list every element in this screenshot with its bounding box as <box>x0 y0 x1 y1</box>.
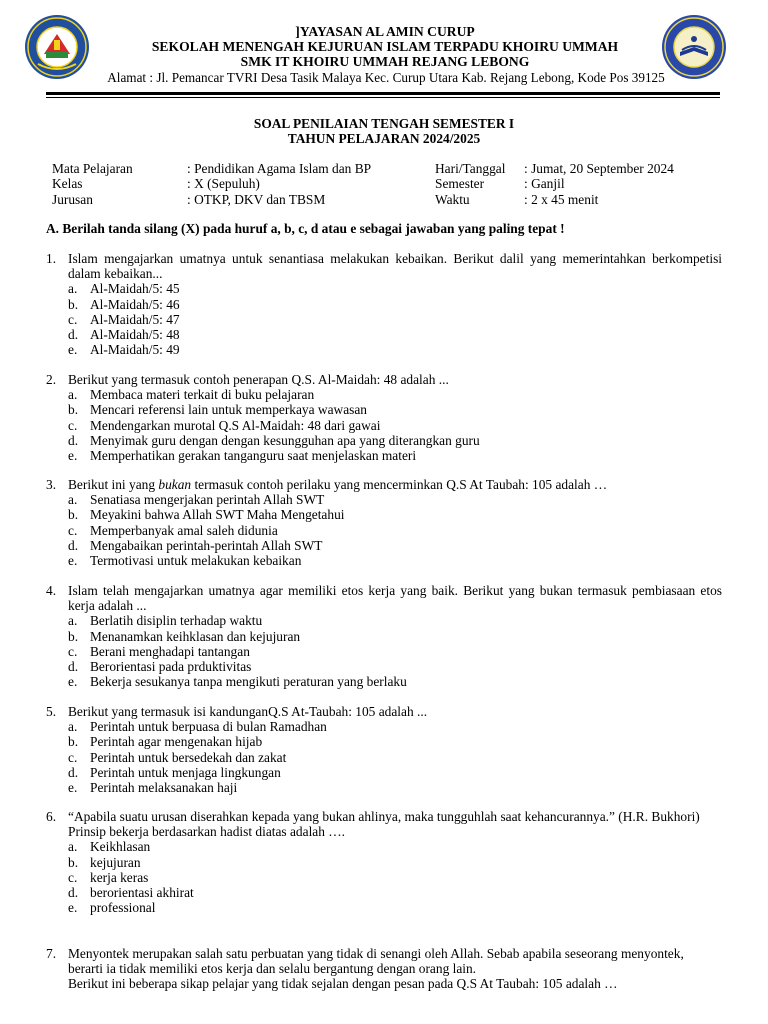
option-text: Keikhlasan <box>90 839 151 855</box>
option-letter: a. <box>68 839 78 855</box>
question-number: 6. <box>46 809 57 824</box>
answer-option[interactable] <box>46 553 722 568</box>
option-text: Menyimak guru dengan dengan kesungguhan apa yang diterangkan guru <box>90 432 480 448</box>
option-text: Bekerja sesukanya tanpa mengikuti peraturan yang berlaku <box>90 674 407 690</box>
answer-option[interactable] <box>46 629 722 644</box>
option-letter: c. <box>68 522 78 538</box>
question-number: 2. <box>46 372 57 387</box>
answer-option[interactable] <box>46 387 722 402</box>
question-text: Menyontek merupakan salah satu perbuatan yang tidak di senangi oleh Allah. Sebab apabila seseorang menyontek, berarti ia tidak memiliki etos kerja dan selalu bergantung dengan orang lain. <box>68 946 684 977</box>
answer-option[interactable] <box>46 433 722 448</box>
option-letter: c. <box>68 869 78 885</box>
option-letter: b. <box>68 628 79 644</box>
question-text: Berikut yang termasuk contoh penerapan Q.S. Al-Maidah: 48 adalah ... <box>68 372 449 387</box>
option-text: Mendengarkan murotal Q.S Al-Maidah: 48 dari gawai <box>90 417 381 433</box>
option-text: Menanamkan keihklasan dan kejujuran <box>90 628 301 644</box>
emphasis-bukan: bukan <box>158 477 192 492</box>
option-text: Meyakini bahwa Allah SWT Maha Mengetahui <box>90 507 345 523</box>
info-value: : Ganjil <box>524 176 565 192</box>
option-text: Mengabaikan perintah-perintah Allah SWT <box>90 537 323 553</box>
option-letter: e. <box>68 342 78 358</box>
option-letter: a. <box>68 281 78 297</box>
option-letter: e. <box>68 552 78 568</box>
question-1 <box>46 251 722 357</box>
option-letter: c. <box>68 311 78 327</box>
question-text-continued: Berikut ini beberapa sikap pelajar yang tidak sejalan dengan pesan pada Q.S At Taubah: 105 adalah … <box>68 976 618 992</box>
answer-option[interactable] <box>46 839 722 854</box>
answer-option[interactable] <box>46 659 722 674</box>
answer-option[interactable] <box>46 674 722 689</box>
option-text: Berlatih disiplin terhadap waktu <box>90 613 263 629</box>
option-letter: b. <box>68 296 79 312</box>
option-letter: d. <box>68 432 79 448</box>
question-text: Prinsip bekerja berdasarkan hadist diatas adalah …. <box>68 824 346 840</box>
option-letter: e. <box>68 779 78 795</box>
question-7 <box>46 946 722 992</box>
option-letter: a. <box>68 719 78 735</box>
option-text: Termotivasi untuk melakukan kebaikan <box>90 552 302 568</box>
foundation-name: ]YAYASAN AL AMIN CURUP <box>295 24 475 39</box>
answer-option[interactable] <box>46 523 722 538</box>
question-number: 5. <box>46 704 57 719</box>
question-4 <box>46 583 722 689</box>
question-5 <box>46 704 722 795</box>
option-text: Berorientasi pada prduktivitas <box>90 658 252 674</box>
answer-option[interactable] <box>46 734 722 749</box>
question-2 <box>46 372 722 463</box>
option-text: Al-Maidah/5: 49 <box>90 342 180 358</box>
answer-option[interactable] <box>46 765 722 780</box>
exam-year: TAHUN PELAJARAN 2024/2025 <box>287 131 481 146</box>
option-letter: d. <box>68 764 79 780</box>
option-text: Perintah untuk menjaga lingkungan <box>90 764 281 780</box>
option-text: kejujuran <box>90 854 141 870</box>
option-letter: a. <box>68 492 78 508</box>
question-text: Islam mengajarkan umatnya untuk senantiasa melakukan kebaikan. Berikut dalil yang memerintahkan berkompetisi dalam kebaikan... <box>68 251 722 282</box>
answer-option[interactable] <box>46 885 722 900</box>
option-text: Perintah untuk bersedekah dan zakat <box>90 749 287 765</box>
answer-option[interactable] <box>46 644 722 659</box>
answer-option[interactable] <box>46 448 722 463</box>
answer-option[interactable] <box>46 855 722 870</box>
answer-option[interactable] <box>46 281 722 296</box>
school-address: Alamat : Jl. Pemancar TVRI Desa Tasik Malaya Kec. Curup Utara Kab. Rejang Lebong, Kode Pos 39125 <box>107 70 665 85</box>
info-value: : Pendidikan Agama Islam dan BP <box>187 161 372 176</box>
question-text: Islam telah mengajarkan umatnya agar memiliki etos kerja yang baik. Berikut yang bukan termasuk pembiasaan etos kerja adalah ... <box>68 583 722 614</box>
question-number: 1. <box>46 251 57 266</box>
answer-option[interactable] <box>46 297 722 312</box>
option-text: Al-Maidah/5: 45 <box>90 281 180 297</box>
answer-option[interactable] <box>46 719 722 734</box>
answer-option[interactable] <box>46 507 722 522</box>
info-value: : OTKP, DKV dan TBSM <box>187 191 326 207</box>
info-value: : 2 x 45 menit <box>524 191 599 207</box>
info-value: : Jumat, 20 September 2024 <box>524 161 674 176</box>
info-label: Semester <box>435 176 485 192</box>
answer-option[interactable] <box>46 613 722 628</box>
answer-option[interactable] <box>46 538 722 553</box>
option-letter: e. <box>68 674 78 690</box>
answer-option[interactable] <box>46 750 722 765</box>
question-quote: “Apabila suatu urusan diserahkan kepada yang bukan ahlinya, maka tungguhlah saat kehancurannya.” (H.R. Bukhori) <box>68 809 700 824</box>
answer-option[interactable] <box>46 418 722 433</box>
header-divider-thin <box>46 97 720 98</box>
option-letter: a. <box>68 613 78 629</box>
option-letter: c. <box>68 417 78 433</box>
section-a-instruction: A. Berilah tanda silang (X) pada huruf a, b, c, d atau e sebagai jawaban yang paling tepat ! <box>46 221 565 236</box>
answer-option[interactable] <box>46 900 722 915</box>
question-text: Berikut ini yang bukan termasuk contoh perilaku yang mencerminkan Q.S At Taubah: 105 adalah … <box>68 477 608 492</box>
answer-option[interactable] <box>46 492 722 507</box>
answer-option[interactable] <box>46 402 722 417</box>
info-label: Mata Pelajaran <box>52 161 133 176</box>
option-letter: e. <box>68 900 78 916</box>
option-text: professional <box>90 900 156 916</box>
option-letter: b. <box>68 854 79 870</box>
option-text: Memperhatikan gerakan tanganguru saat menjelaskan materi <box>90 447 417 463</box>
question-number: 4. <box>46 583 57 598</box>
option-text: berorientasi akhirat <box>90 884 194 900</box>
exam-title: SOAL PENILAIAN TENGAH SEMESTER I <box>253 116 515 131</box>
option-letter: e. <box>68 447 78 463</box>
option-text: Perintah untuk berpuasa di bulan Ramadhan <box>90 719 327 735</box>
question-3 <box>46 477 722 568</box>
answer-option[interactable] <box>46 780 722 795</box>
question-6 <box>46 809 722 915</box>
option-text: kerja keras <box>90 869 149 885</box>
option-letter: d. <box>68 326 79 342</box>
option-text: Berani menghadapi tantangan <box>90 643 250 659</box>
option-letter: b. <box>68 507 79 523</box>
info-label: Hari/Tanggal <box>435 161 506 176</box>
option-letter: a. <box>68 387 78 403</box>
info-label: Waktu <box>435 191 470 207</box>
question-number: 7. <box>46 946 57 961</box>
option-text: Perintah agar mengenakan hijab <box>90 734 263 750</box>
option-text: Al-Maidah/5: 48 <box>90 326 180 342</box>
option-letter: b. <box>68 402 79 418</box>
option-letter: c. <box>68 643 78 659</box>
info-label: Kelas <box>52 176 83 192</box>
question-number: 3. <box>46 477 57 492</box>
school-name: SEKOLAH MENENGAH KEJURUAN ISLAM TERPADU KHOIRU UMMAH <box>151 39 619 54</box>
header-divider-thick <box>46 92 720 95</box>
option-letter: d. <box>68 537 79 553</box>
answer-option[interactable] <box>46 342 722 357</box>
info-label: Jurusan <box>52 191 93 207</box>
answer-option[interactable] <box>46 870 722 885</box>
answer-option[interactable] <box>46 312 722 327</box>
smk-name: SMK IT KHOIRU UMMAH REJANG LEBONG <box>240 54 530 69</box>
option-text: Memperbanyak amal saleh didunia <box>90 522 278 538</box>
option-text: Senatiasa mengerjakan perintah Allah SWT <box>90 492 325 508</box>
option-letter: c. <box>68 749 78 765</box>
option-letter: b. <box>68 734 79 750</box>
option-letter: d. <box>68 884 79 900</box>
option-letter: d. <box>68 658 79 674</box>
option-text: Perintah melaksanakan haji <box>90 779 238 795</box>
answer-option[interactable] <box>46 327 722 342</box>
option-text: Al-Maidah/5: 46 <box>90 296 180 312</box>
option-text: Mencari referensi lain untuk memperkaya wawasan <box>90 402 367 418</box>
info-value: : X (Sepuluh) <box>187 176 260 192</box>
option-text: Al-Maidah/5: 47 <box>90 311 180 327</box>
question-text: Berikut yang termasuk isi kandunganQ.S At-Taubah: 105 adalah ... <box>68 704 428 719</box>
option-text: Membaca materi terkait di buku pelajaran <box>90 387 315 403</box>
